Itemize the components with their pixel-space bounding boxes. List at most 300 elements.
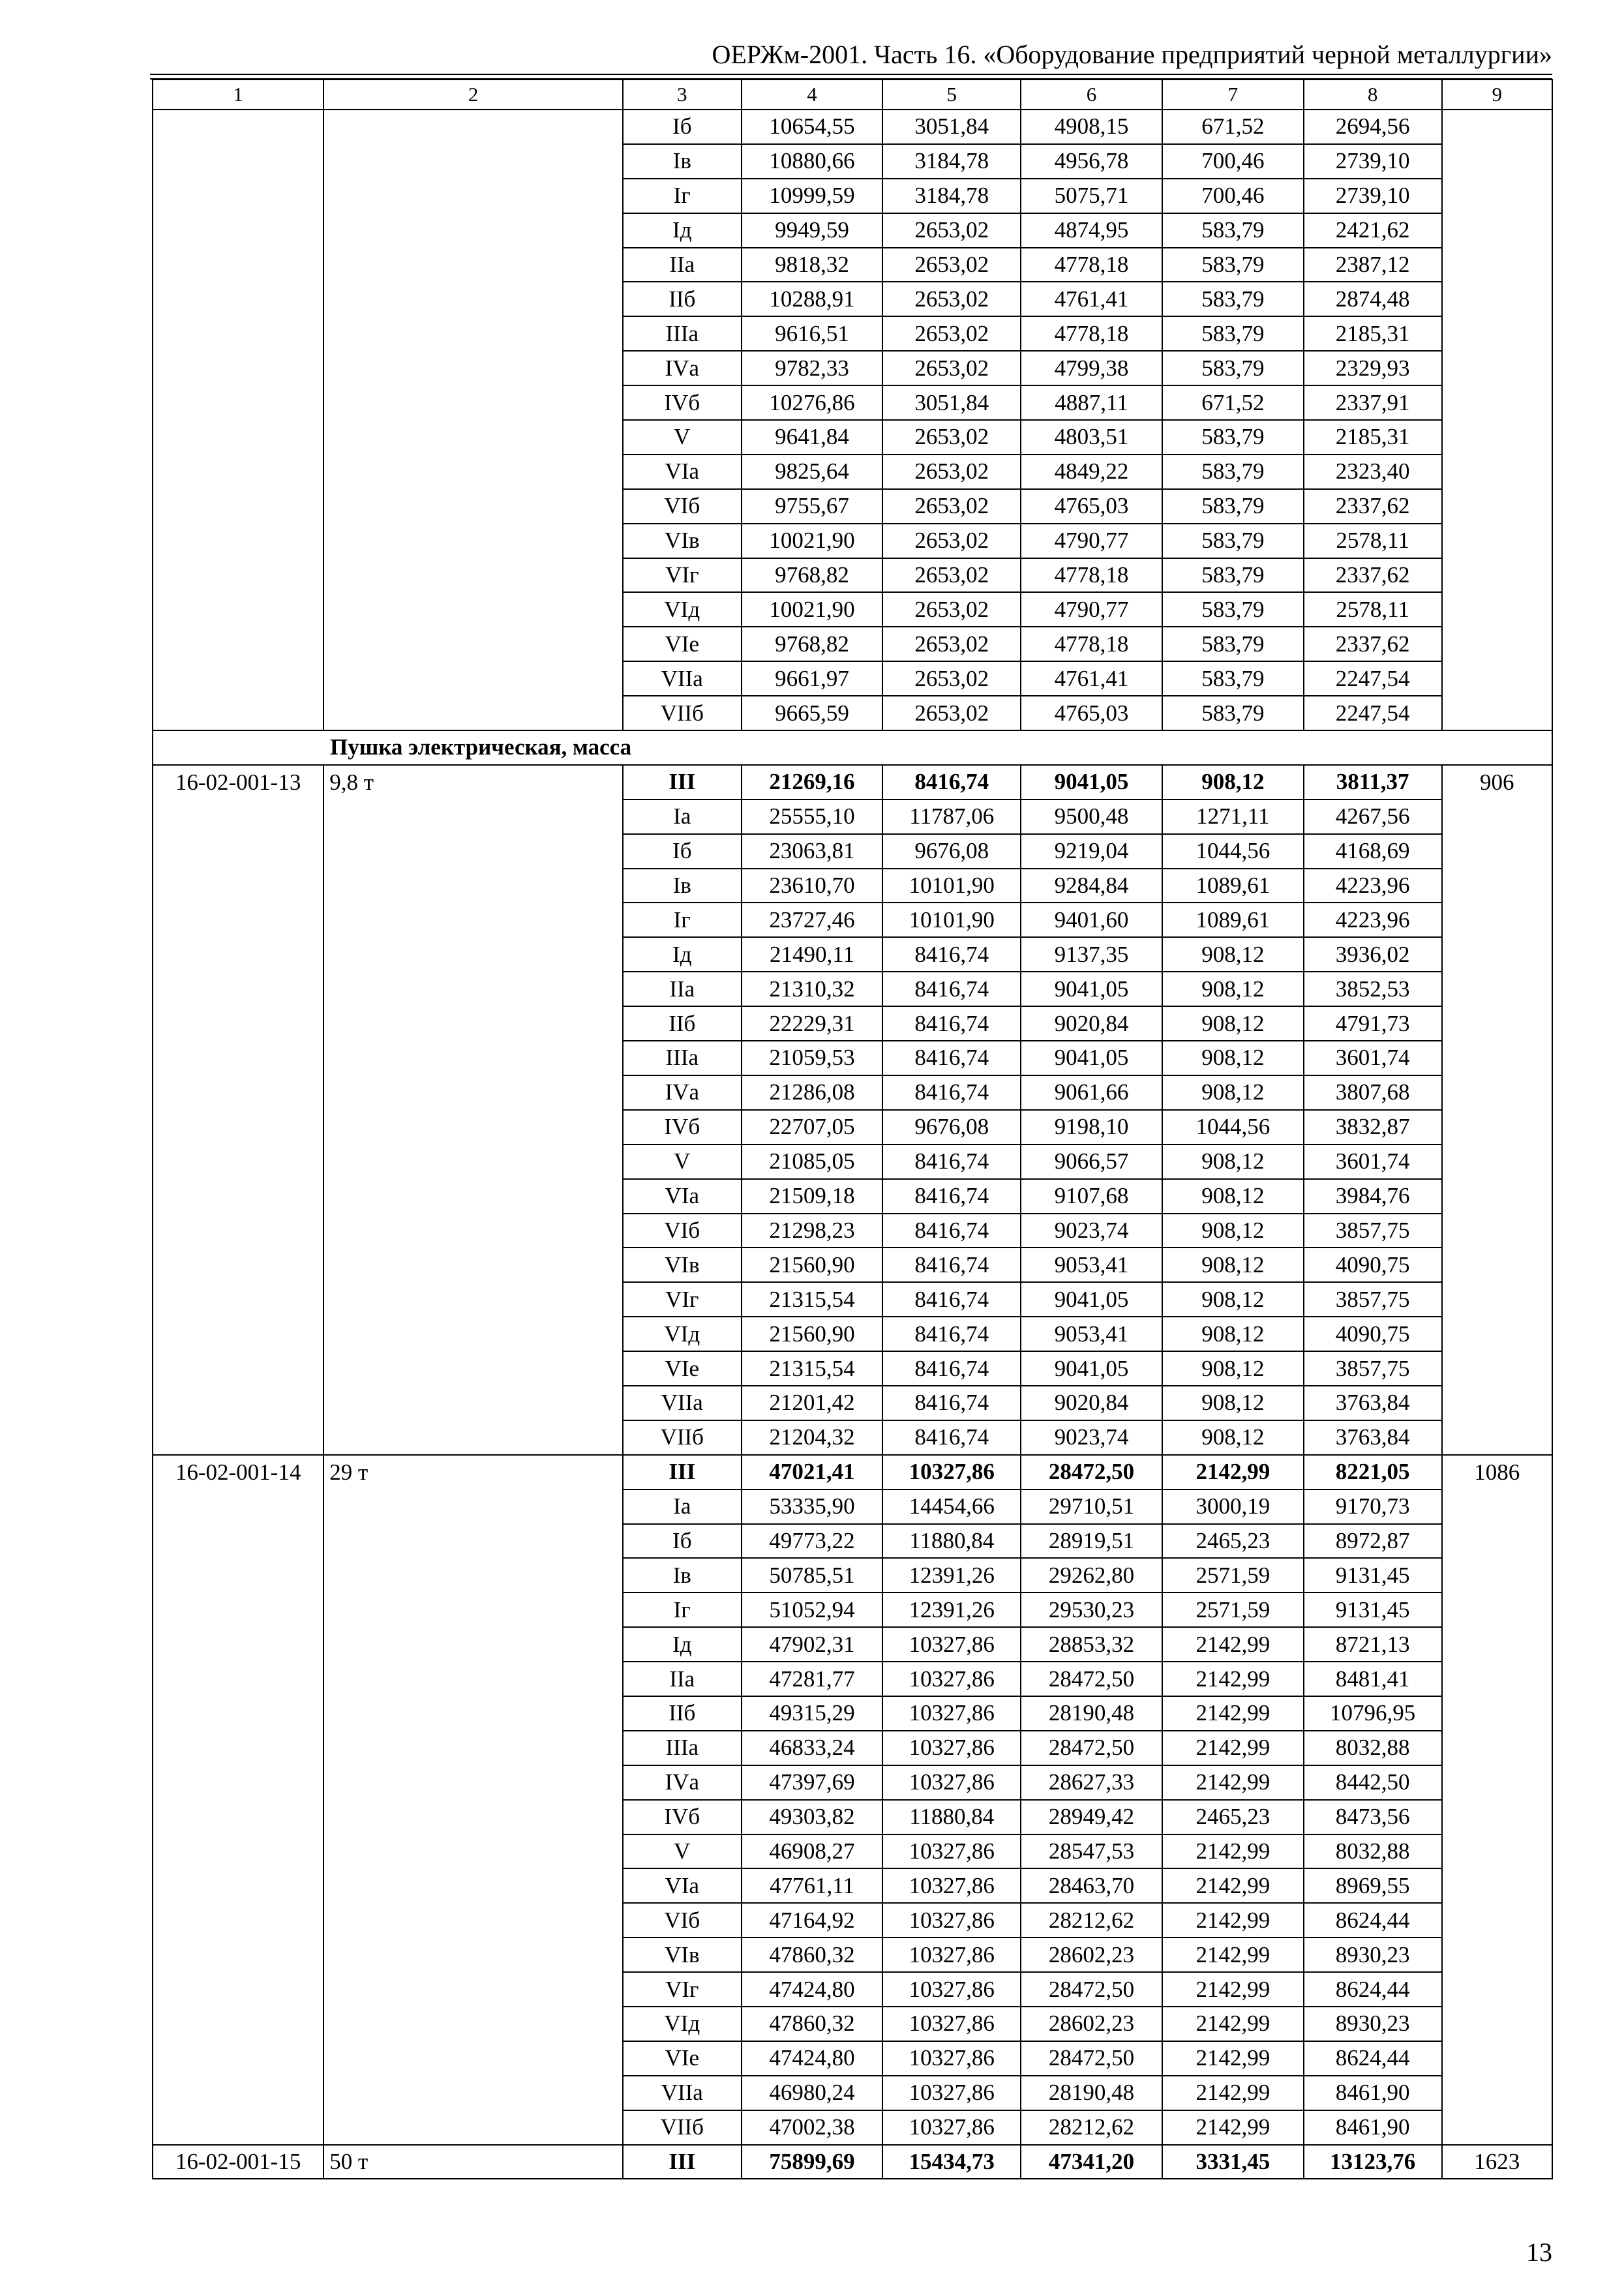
value-cell: 28602,23 xyxy=(1021,1937,1162,1972)
value-cell: 9107,68 xyxy=(1021,1179,1162,1214)
index-cell: IVа xyxy=(623,1075,742,1110)
value-cell: 8416,74 xyxy=(882,1420,1021,1455)
table-row xyxy=(153,1006,1552,1041)
code-cell xyxy=(153,1937,323,1972)
name-cell xyxy=(323,1903,623,1937)
table-row xyxy=(153,765,1552,800)
value-cell: 75899,69 xyxy=(742,2145,883,2179)
code-cell xyxy=(153,248,323,282)
index-cell: Iа xyxy=(623,800,742,834)
code-cell xyxy=(153,1489,323,1524)
value-cell: 9641,84 xyxy=(742,420,883,455)
index-cell: VIд xyxy=(623,592,742,627)
price-table-body xyxy=(153,80,1552,2179)
table-row xyxy=(153,110,1552,144)
value-cell: 8416,74 xyxy=(882,1006,1021,1041)
table-row xyxy=(153,1179,1552,1214)
col9-cell xyxy=(1442,1593,1552,1627)
index-cell: IIа xyxy=(623,972,742,1006)
value-cell: 9616,51 xyxy=(742,316,883,351)
value-cell: 8461,90 xyxy=(1304,2076,1442,2110)
value-cell: 3832,87 xyxy=(1304,1110,1442,1144)
value-cell: 583,79 xyxy=(1162,696,1304,730)
col9-cell xyxy=(1442,144,1552,179)
index-cell: Iг xyxy=(623,179,742,213)
value-cell: 10327,86 xyxy=(882,1903,1021,1937)
value-cell: 3763,84 xyxy=(1304,1386,1442,1420)
code-cell xyxy=(153,1075,323,1110)
column-number: 8 xyxy=(1304,80,1442,110)
value-cell: 9170,73 xyxy=(1304,1489,1442,1524)
index-cell: Iг xyxy=(623,903,742,937)
index-cell: IVб xyxy=(623,1800,742,1834)
value-cell: 4223,96 xyxy=(1304,903,1442,937)
col9-cell xyxy=(1442,661,1552,696)
code-cell xyxy=(153,592,323,627)
name-cell xyxy=(323,869,623,903)
index-cell: VIб xyxy=(623,489,742,524)
value-cell: 4803,51 xyxy=(1021,420,1162,455)
code-cell xyxy=(153,1006,323,1041)
value-cell: 2874,48 xyxy=(1304,282,1442,316)
value-cell: 2337,91 xyxy=(1304,385,1442,420)
value-cell: 2653,02 xyxy=(882,351,1021,385)
name-cell xyxy=(323,1558,623,1593)
value-cell: 2653,02 xyxy=(882,282,1021,316)
value-cell: 8481,41 xyxy=(1304,1662,1442,1696)
index-cell: III xyxy=(623,2145,742,2179)
value-cell: 10327,86 xyxy=(882,1765,1021,1800)
value-cell: 21204,32 xyxy=(742,1420,883,1455)
value-cell: 28627,33 xyxy=(1021,1765,1162,1800)
index-cell: VIг xyxy=(623,1972,742,2007)
table-row xyxy=(153,1248,1552,1282)
index-cell: VIIб xyxy=(623,696,742,730)
table-row xyxy=(153,248,1552,282)
value-cell: 2185,31 xyxy=(1304,316,1442,351)
index-cell: VIе xyxy=(623,1351,742,1386)
column-number: 9 xyxy=(1442,80,1552,110)
value-cell: 2739,10 xyxy=(1304,179,1442,213)
index-cell: III xyxy=(623,1455,742,1489)
value-cell: 2142,99 xyxy=(1162,1627,1304,1662)
value-cell: 2465,23 xyxy=(1162,1524,1304,1559)
value-cell: 47164,92 xyxy=(742,1903,883,1937)
value-cell: 4168,69 xyxy=(1304,834,1442,869)
index-cell: Iб xyxy=(623,834,742,869)
table-row xyxy=(153,420,1552,455)
value-cell: 49773,22 xyxy=(742,1524,883,1559)
col9-cell xyxy=(1442,1731,1552,1765)
value-cell: 8416,74 xyxy=(882,1386,1021,1420)
value-cell: 3051,84 xyxy=(882,110,1021,144)
index-cell: IIб xyxy=(623,282,742,316)
value-cell: 10999,59 xyxy=(742,179,883,213)
index-cell: VIв xyxy=(623,1248,742,1282)
col9-cell xyxy=(1442,1937,1552,1972)
value-cell: 2142,99 xyxy=(1162,1731,1304,1765)
value-cell: 2578,11 xyxy=(1304,524,1442,558)
col9-cell xyxy=(1442,2076,1552,2110)
code-cell xyxy=(153,213,323,248)
value-cell: 4849,22 xyxy=(1021,455,1162,489)
value-cell: 28190,48 xyxy=(1021,1696,1162,1731)
name-cell xyxy=(323,1420,623,1455)
value-cell: 9041,05 xyxy=(1021,972,1162,1006)
value-cell: 1271,11 xyxy=(1162,800,1304,834)
value-cell: 28212,62 xyxy=(1021,2110,1162,2145)
value-cell: 10021,90 xyxy=(742,524,883,558)
index-cell: VIд xyxy=(623,1317,742,1351)
value-cell: 908,12 xyxy=(1162,765,1304,800)
table-row xyxy=(153,213,1552,248)
value-cell: 4090,75 xyxy=(1304,1248,1442,1282)
index-cell: VIб xyxy=(623,1214,742,1248)
value-cell: 47002,38 xyxy=(742,2110,883,2145)
code-cell xyxy=(153,1627,323,1662)
table-row xyxy=(153,834,1552,869)
name-cell xyxy=(323,351,623,385)
value-cell: 9949,59 xyxy=(742,213,883,248)
name-cell xyxy=(323,627,623,661)
value-cell: 49303,82 xyxy=(742,1800,883,1834)
index-cell: VIIа xyxy=(623,661,742,696)
code-cell xyxy=(153,1386,323,1420)
column-number: 1 xyxy=(153,80,323,110)
value-cell: 47424,80 xyxy=(742,2041,883,2076)
value-cell: 28472,50 xyxy=(1021,1731,1162,1765)
table-row xyxy=(153,1524,1552,1559)
col9-cell xyxy=(1442,1903,1552,1937)
value-cell: 9061,66 xyxy=(1021,1075,1162,1110)
index-cell: VIг xyxy=(623,558,742,593)
value-cell: 9198,10 xyxy=(1021,1110,1162,1144)
value-cell: 51052,94 xyxy=(742,1593,883,1627)
section-title: Пушка электрическая, масса xyxy=(153,730,1552,765)
column-number: 6 xyxy=(1021,80,1162,110)
index-cell: V xyxy=(623,420,742,455)
value-cell: 2653,02 xyxy=(882,524,1021,558)
column-number-row xyxy=(153,80,1552,110)
name-cell xyxy=(323,1006,623,1041)
value-cell: 47424,80 xyxy=(742,1972,883,2007)
value-cell: 9284,84 xyxy=(1021,869,1162,903)
col9-cell xyxy=(1442,1524,1552,1559)
col9-cell xyxy=(1442,1868,1552,1903)
value-cell: 8416,74 xyxy=(882,1248,1021,1282)
value-cell: 583,79 xyxy=(1162,627,1304,661)
col9-cell xyxy=(1442,1041,1552,1075)
code-cell xyxy=(153,1765,323,1800)
value-cell: 2247,54 xyxy=(1304,661,1442,696)
value-cell: 8416,74 xyxy=(882,1041,1021,1075)
name-cell xyxy=(323,937,623,972)
code-cell xyxy=(153,558,323,593)
index-cell: VIа xyxy=(623,1868,742,1903)
value-cell: 4778,18 xyxy=(1021,248,1162,282)
value-cell: 4765,03 xyxy=(1021,489,1162,524)
value-cell: 908,12 xyxy=(1162,1282,1304,1317)
value-cell: 28853,32 xyxy=(1021,1627,1162,1662)
table-row xyxy=(153,627,1552,661)
index-cell: Iв xyxy=(623,144,742,179)
index-cell: VIIа xyxy=(623,1386,742,1420)
name-cell xyxy=(323,385,623,420)
value-cell: 12391,26 xyxy=(882,1558,1021,1593)
value-cell: 2337,62 xyxy=(1304,489,1442,524)
col9-cell xyxy=(1442,1248,1552,1282)
name-cell xyxy=(323,558,623,593)
value-cell: 908,12 xyxy=(1162,1248,1304,1282)
value-cell: 1044,56 xyxy=(1162,1110,1304,1144)
table-row xyxy=(153,903,1552,937)
name-cell xyxy=(323,110,623,144)
value-cell: 46980,24 xyxy=(742,2076,883,2110)
value-cell: 10327,86 xyxy=(882,1834,1021,1869)
value-cell: 2653,02 xyxy=(882,248,1021,282)
value-cell: 2571,59 xyxy=(1162,1558,1304,1593)
value-cell: 583,79 xyxy=(1162,282,1304,316)
value-cell: 8416,74 xyxy=(882,1075,1021,1110)
value-cell: 4765,03 xyxy=(1021,696,1162,730)
name-cell xyxy=(323,1282,623,1317)
col9-cell xyxy=(1442,1110,1552,1144)
value-cell: 2653,02 xyxy=(882,420,1021,455)
table-row xyxy=(153,1110,1552,1144)
value-cell: 4761,41 xyxy=(1021,282,1162,316)
table-row xyxy=(153,2076,1552,2110)
col9-cell xyxy=(1442,834,1552,869)
value-cell: 9661,97 xyxy=(742,661,883,696)
value-cell: 9023,74 xyxy=(1021,1214,1162,1248)
value-cell: 8721,13 xyxy=(1304,1627,1442,1662)
value-cell: 10101,90 xyxy=(882,903,1021,937)
value-cell: 9768,82 xyxy=(742,558,883,593)
table-row xyxy=(153,1214,1552,1248)
name-cell: 29 т xyxy=(323,1455,623,1489)
value-cell: 583,79 xyxy=(1162,351,1304,385)
code-cell xyxy=(153,524,323,558)
table-row xyxy=(153,1868,1552,1903)
col9-cell xyxy=(1442,1179,1552,1214)
value-cell: 8930,23 xyxy=(1304,2007,1442,2041)
table-row xyxy=(153,1041,1552,1075)
index-cell: Iд xyxy=(623,213,742,248)
index-cell: IIIа xyxy=(623,316,742,351)
code-cell xyxy=(153,2076,323,2110)
value-cell: 10327,86 xyxy=(882,1696,1021,1731)
table-row xyxy=(153,1800,1552,1834)
col9-cell xyxy=(1442,282,1552,316)
value-cell: 2329,93 xyxy=(1304,351,1442,385)
col9-cell xyxy=(1442,696,1552,730)
value-cell: 908,12 xyxy=(1162,1317,1304,1351)
header-rule xyxy=(150,74,1552,75)
code-cell xyxy=(153,1041,323,1075)
table-row xyxy=(153,869,1552,903)
name-cell xyxy=(323,1972,623,2007)
value-cell: 671,52 xyxy=(1162,385,1304,420)
value-cell: 4874,95 xyxy=(1021,213,1162,248)
index-cell: VIIб xyxy=(623,2110,742,2145)
name-cell xyxy=(323,1524,623,1559)
value-cell: 583,79 xyxy=(1162,248,1304,282)
code-cell xyxy=(153,316,323,351)
col9-cell xyxy=(1442,1282,1552,1317)
table-row xyxy=(153,1731,1552,1765)
index-cell: VIв xyxy=(623,524,742,558)
value-cell: 21310,32 xyxy=(742,972,883,1006)
value-cell: 21315,54 xyxy=(742,1282,883,1317)
value-cell: 21315,54 xyxy=(742,1351,883,1386)
value-cell: 21560,90 xyxy=(742,1248,883,1282)
value-cell: 2653,02 xyxy=(882,592,1021,627)
table-row xyxy=(153,1420,1552,1455)
code-cell xyxy=(153,1144,323,1179)
column-number: 7 xyxy=(1162,80,1304,110)
name-cell xyxy=(323,248,623,282)
value-cell: 3184,78 xyxy=(882,144,1021,179)
col9-cell xyxy=(1442,1351,1552,1386)
value-cell: 10327,86 xyxy=(882,2007,1021,2041)
value-cell: 47860,32 xyxy=(742,2007,883,2041)
index-cell: Iд xyxy=(623,1627,742,1662)
value-cell: 1089,61 xyxy=(1162,869,1304,903)
value-cell: 9041,05 xyxy=(1021,1041,1162,1075)
value-cell: 2142,99 xyxy=(1162,1834,1304,1869)
name-cell xyxy=(323,2076,623,2110)
value-cell: 2142,99 xyxy=(1162,1696,1304,1731)
code-cell xyxy=(153,1110,323,1144)
col9-cell xyxy=(1442,2041,1552,2076)
name-cell xyxy=(323,1868,623,1903)
value-cell: 5075,71 xyxy=(1021,179,1162,213)
code-cell xyxy=(153,972,323,1006)
value-cell: 9041,05 xyxy=(1021,1282,1162,1317)
value-cell: 8416,74 xyxy=(882,972,1021,1006)
index-cell: IVа xyxy=(623,351,742,385)
table-row xyxy=(153,385,1552,420)
name-cell xyxy=(323,800,623,834)
value-cell: 8972,87 xyxy=(1304,1524,1442,1559)
index-cell: IIа xyxy=(623,248,742,282)
code-cell xyxy=(153,489,323,524)
value-cell: 8416,74 xyxy=(882,1317,1021,1351)
value-cell: 9676,08 xyxy=(882,834,1021,869)
value-cell: 700,46 xyxy=(1162,144,1304,179)
value-cell: 28212,62 xyxy=(1021,1903,1162,1937)
table-row xyxy=(153,1317,1552,1351)
index-cell: Iв xyxy=(623,869,742,903)
value-cell: 47021,41 xyxy=(742,1455,883,1489)
value-cell: 2653,02 xyxy=(882,696,1021,730)
value-cell: 908,12 xyxy=(1162,1075,1304,1110)
value-cell: 8221,05 xyxy=(1304,1455,1442,1489)
value-cell: 9825,64 xyxy=(742,455,883,489)
table-row xyxy=(153,661,1552,696)
col9-cell xyxy=(1442,110,1552,144)
code-cell xyxy=(153,2041,323,2076)
value-cell: 28472,50 xyxy=(1021,1455,1162,1489)
value-cell: 9818,32 xyxy=(742,248,883,282)
value-cell: 11880,84 xyxy=(882,1800,1021,1834)
name-cell xyxy=(323,696,623,730)
column-number: 3 xyxy=(623,80,742,110)
value-cell: 22229,31 xyxy=(742,1006,883,1041)
value-cell: 9665,59 xyxy=(742,696,883,730)
value-cell: 4223,96 xyxy=(1304,869,1442,903)
col9-cell xyxy=(1442,213,1552,248)
value-cell: 9768,82 xyxy=(742,627,883,661)
value-cell: 4790,77 xyxy=(1021,524,1162,558)
table-row xyxy=(153,1075,1552,1110)
name-cell xyxy=(323,1800,623,1834)
value-cell: 23727,46 xyxy=(742,903,883,937)
value-cell: 908,12 xyxy=(1162,1179,1304,1214)
col9-cell xyxy=(1442,627,1552,661)
table-row xyxy=(153,1834,1552,1869)
value-cell: 9755,67 xyxy=(742,489,883,524)
col9-cell xyxy=(1442,351,1552,385)
value-cell: 47281,77 xyxy=(742,1662,883,1696)
value-cell: 9131,45 xyxy=(1304,1593,1442,1627)
table-row xyxy=(153,1282,1552,1317)
table-row xyxy=(153,316,1552,351)
value-cell: 2142,99 xyxy=(1162,1455,1304,1489)
col9-cell xyxy=(1442,2007,1552,2041)
col9-cell xyxy=(1442,2110,1552,2145)
value-cell: 9500,48 xyxy=(1021,800,1162,834)
table-row xyxy=(153,2007,1552,2041)
col9-cell: 1623 xyxy=(1442,2145,1552,2179)
table-row xyxy=(153,2041,1552,2076)
col9-cell xyxy=(1442,558,1552,593)
value-cell: 8473,56 xyxy=(1304,1800,1442,1834)
value-cell: 9137,35 xyxy=(1021,937,1162,972)
value-cell: 583,79 xyxy=(1162,592,1304,627)
table-row xyxy=(153,1627,1552,1662)
name-cell xyxy=(323,903,623,937)
column-number: 4 xyxy=(742,80,883,110)
value-cell: 3601,74 xyxy=(1304,1144,1442,1179)
index-cell: VIIа xyxy=(623,2076,742,2110)
value-cell: 2337,62 xyxy=(1304,558,1442,593)
value-cell: 9041,05 xyxy=(1021,765,1162,800)
code-cell xyxy=(153,2110,323,2145)
value-cell: 21059,53 xyxy=(742,1041,883,1075)
value-cell: 13123,76 xyxy=(1304,2145,1442,2179)
value-cell: 47761,11 xyxy=(742,1868,883,1903)
index-cell: IVа xyxy=(623,1765,742,1800)
value-cell: 10327,86 xyxy=(882,1455,1021,1489)
value-cell: 47341,20 xyxy=(1021,2145,1162,2179)
code-cell xyxy=(153,1214,323,1248)
name-cell xyxy=(323,2041,623,2076)
value-cell: 2653,02 xyxy=(882,627,1021,661)
value-cell: 9131,45 xyxy=(1304,1558,1442,1593)
page-header: ОЕРЖм-2001. Часть 16. «Оборудование предприятий черной металлургии» xyxy=(712,40,1552,69)
value-cell: 1089,61 xyxy=(1162,903,1304,937)
column-number: 5 xyxy=(882,80,1021,110)
value-cell: 29262,80 xyxy=(1021,1558,1162,1593)
name-cell xyxy=(323,1662,623,1696)
table-row xyxy=(153,558,1552,593)
value-cell: 2653,02 xyxy=(882,489,1021,524)
value-cell: 583,79 xyxy=(1162,455,1304,489)
value-cell: 2571,59 xyxy=(1162,1593,1304,1627)
value-cell: 908,12 xyxy=(1162,1214,1304,1248)
name-cell xyxy=(323,179,623,213)
